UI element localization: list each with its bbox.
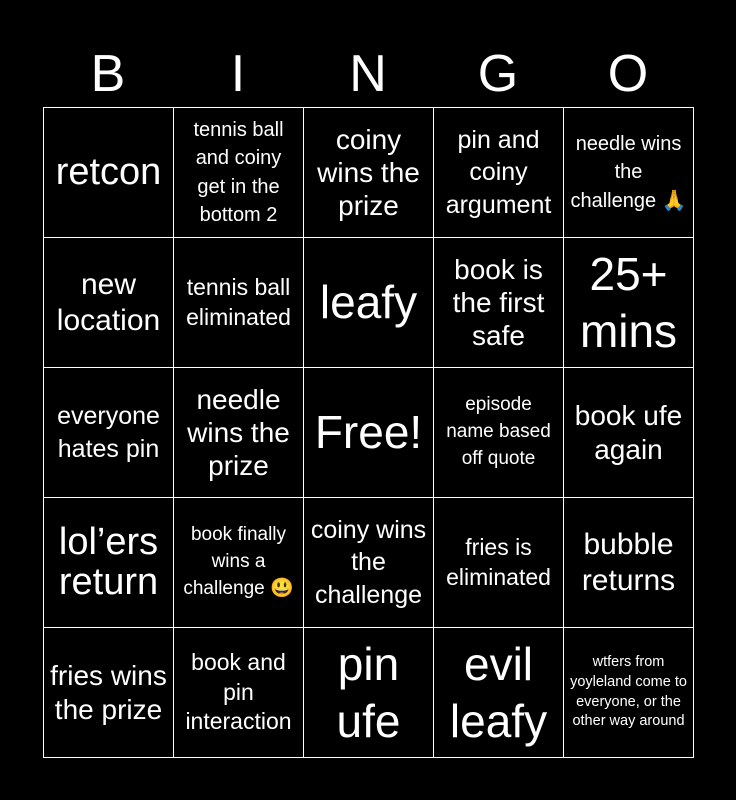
bingo-cell-r2c4[interactable]	[433, 237, 564, 368]
header-letter-i: I	[230, 45, 246, 103]
cell-text: retcon	[55, 150, 162, 193]
bingo-cell-r5c3[interactable]	[303, 627, 434, 758]
free-space-text: Free!	[314, 406, 423, 459]
bingo-header	[43, 42, 693, 106]
bingo-cell-r1c2[interactable]	[173, 107, 304, 238]
bingo-cell-r2c2[interactable]	[173, 237, 304, 368]
bingo-cell-r1c4[interactable]	[433, 107, 564, 238]
header-letter-g: G	[477, 45, 519, 103]
bingo-cell-r5c4[interactable]	[433, 627, 564, 758]
bingo-cell-r1c1[interactable]	[43, 107, 174, 238]
bingo-cell-r3c1[interactable]	[43, 367, 174, 498]
cell-text: new location	[56, 267, 161, 337]
bingo-cell-free[interactable]	[303, 367, 434, 498]
cell-text: fries is eliminated	[446, 533, 551, 590]
cell-text: leafy	[319, 276, 418, 329]
cell-text: evil leafy	[449, 638, 548, 747]
bingo-cell-r3c2[interactable]	[173, 367, 304, 498]
cell-text: book is the first safe	[452, 253, 545, 352]
bingo-cell-r4c5[interactable]	[563, 497, 694, 628]
cell-text: bubble returns	[581, 527, 676, 597]
cell-text: book ufe again	[574, 400, 683, 465]
bingo-cell-r1c5[interactable]	[563, 107, 694, 238]
bingo-cell-r4c2[interactable]	[173, 497, 304, 628]
bingo-cell-r1c3[interactable]	[303, 107, 434, 238]
bingo-cell-r2c5[interactable]	[563, 237, 694, 368]
bingo-board	[43, 107, 693, 757]
cell-text: tennis ball eliminated	[186, 273, 291, 330]
bingo-cell-r2c1[interactable]	[43, 237, 174, 368]
cell-text: 25+ mins	[579, 248, 678, 357]
bingo-cell-r5c2[interactable]	[173, 627, 304, 758]
cell-text: book and pin interaction	[185, 648, 292, 735]
header-letter-o: O	[607, 45, 649, 103]
cell-text: pin and coiny argument	[445, 125, 552, 219]
cell-text: fries wins the prize	[50, 660, 167, 725]
header-letter-b: B	[90, 45, 126, 103]
cell-text: pin ufe	[336, 638, 401, 747]
cell-text: everyone hates pin	[57, 402, 160, 463]
bingo-cell-r3c5[interactable]	[563, 367, 694, 498]
bingo-cell-r3c4[interactable]	[433, 367, 564, 498]
cell-text: needle wins the prize	[187, 383, 290, 482]
cell-text: needle wins the challenge 🙏	[570, 132, 687, 212]
bingo-cell-r4c3[interactable]	[303, 497, 434, 628]
bingo-cell-r5c5[interactable]	[563, 627, 694, 758]
cell-text: book finally wins a challenge 😃	[183, 524, 294, 599]
cell-text: episode name based off quote	[446, 394, 551, 469]
bingo-cell-r4c4[interactable]	[433, 497, 564, 628]
cell-text: tennis ball and coiny get in the bottom 2	[193, 118, 284, 226]
cell-text: wtfers from yoyleland come to everyone, or the other way around	[570, 654, 687, 730]
cell-text: coiny wins the prize	[317, 123, 420, 222]
bingo-cell-r4c1[interactable]	[43, 497, 174, 628]
cell-text: lol’ers return	[58, 520, 159, 603]
bingo-cell-r2c3[interactable]	[303, 237, 434, 368]
header-letter-n: N	[349, 45, 387, 103]
cell-text: coiny wins the challenge	[310, 515, 427, 609]
bingo-cell-r5c1[interactable]	[43, 627, 174, 758]
